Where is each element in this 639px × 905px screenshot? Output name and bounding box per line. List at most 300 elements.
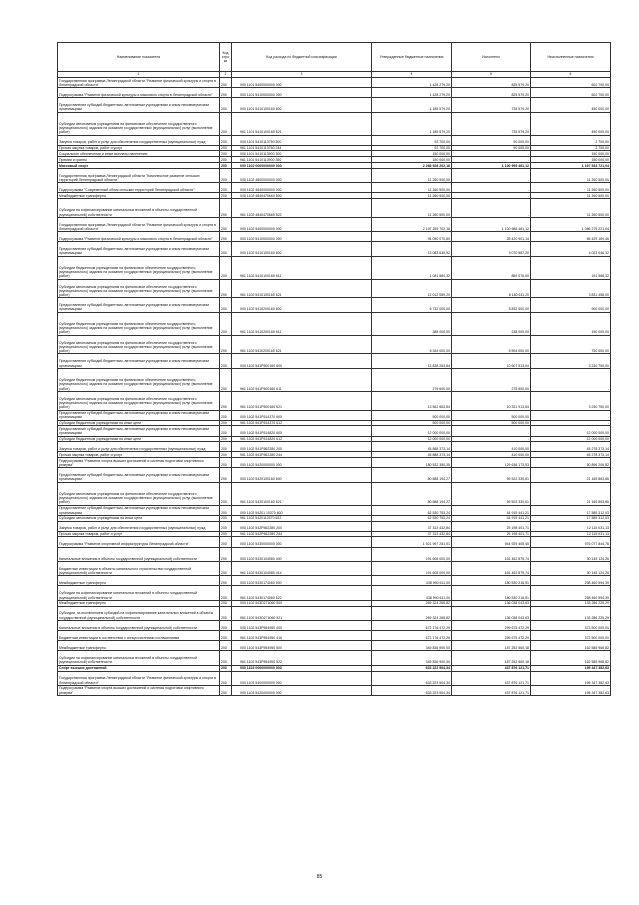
- row-name: Государственная программа Ленинградской области "Развитие физической культуры и спорта в Ленинградской области": [58, 217, 220, 231]
- header-executed: Исполнено: [452, 43, 531, 72]
- row-line-code: 200: [220, 671, 232, 685]
- table-row: [58, 468, 611, 482]
- row-expense-code: 000 1102 5420100160 600: [232, 468, 372, 482]
- row-line-code: 200: [220, 621, 232, 631]
- table-row: [58, 631, 611, 641]
- table-row: [58, 505, 611, 515]
- row-line-code: 200: [220, 685, 232, 695]
- row-approved: 13 838 263,84: [372, 354, 452, 368]
- row-executed: 161 462 875,74: [452, 547, 531, 561]
- row-unexecuted: 21 165 863,66: [531, 482, 611, 505]
- row-unexecuted: 373 500 000,00: [531, 621, 611, 631]
- row-expense-code: 961 1101 5410113760 244: [232, 145, 372, 151]
- row-expense-code: 000 1102 0000000000 000: [232, 163, 372, 169]
- row-executed: 90 000,00: [452, 135, 531, 145]
- row-executed: 437 876 121,71: [452, 671, 531, 685]
- row-approved: 1 185 579,20: [372, 98, 452, 112]
- row-name: Спорт высших достижений: [58, 665, 220, 671]
- row-name: Предоставление субсидий бюджетным, автономным учреждениям и иным некоммерческим организациям: [58, 505, 220, 515]
- row-approved: 349 836 900,00: [372, 651, 452, 665]
- row-name: Подпрограмма "Развитие физической культуры и массового спорта в Ленинградской области": [58, 232, 220, 242]
- row-name: Подпрограмма "Развитие физической культуры и массового спорта в Ленинградской области": [58, 88, 220, 98]
- table-row: [58, 606, 611, 620]
- row-approved: 12 000 000,00: [372, 426, 452, 436]
- row-expense-code: 000 1102 5410100160 600: [232, 242, 372, 256]
- row-executed: 44 915 441,21: [452, 515, 531, 521]
- row-executed: 90 000,00: [452, 145, 531, 151]
- row-name: Бюджетные инвестиции в объекты капитального строительства государственной (муниципальной) собственности: [58, 561, 220, 575]
- row-approved: 269 324 265,82: [372, 600, 452, 606]
- row-name: Субсидии бюджетным учреждениям на иные цели: [58, 436, 220, 442]
- row-expense-code: 000 1101 5410000000 000: [232, 88, 372, 98]
- row-name: Субсидии автономным учреждениям на финансовое обеспечение государственного (муниципального) задания на оказание государственных (муниципальных) услуг (выполнение работ): [58, 112, 220, 135]
- row-approved: 1 428 279,20: [372, 78, 452, 88]
- row-approved: 500 000,00: [372, 410, 452, 420]
- row-approved: 191 608 000,00: [372, 561, 452, 575]
- row-unexecuted: 11 260 500,00: [531, 183, 611, 193]
- column-number: 2: [220, 72, 232, 78]
- row-unexecuted: 65 429 169,46: [531, 232, 611, 242]
- row-expense-code: 961 1102 541P500160 611: [232, 368, 372, 391]
- row-expense-code: 000 1102 542P562280 200: [232, 521, 372, 531]
- row-executed: -: [452, 436, 531, 442]
- row-name: Подпрограмма "Развитие спорта высших достижений и системы подготовки спортивного резерва": [58, 685, 220, 695]
- row-executed: 1 100 988 481,12: [452, 217, 531, 231]
- header-indicator-name: Наименование показателя: [58, 43, 220, 72]
- row-executed: 136 038 043,63: [452, 600, 531, 606]
- row-unexecuted: 195 347 382,63: [531, 685, 611, 695]
- row-executed: -: [452, 157, 531, 163]
- row-name: Предоставление субсидий бюджетным, автономным учреждениям и иным некоммерческим организациям: [58, 468, 220, 482]
- row-line-code: 200: [220, 505, 232, 515]
- row-executed: 299 675 472,29: [452, 621, 531, 631]
- row-expense-code: 961 1101 5410113900 350: [232, 157, 372, 163]
- row-executed: -: [452, 151, 531, 157]
- row-line-code: 200: [220, 452, 232, 458]
- row-unexecuted: 258 460 594,39: [531, 586, 611, 600]
- row-approved: 672 176 472,29: [372, 621, 452, 631]
- table-row: [58, 410, 611, 420]
- row-executed: 180 530 216,51: [452, 576, 531, 586]
- row-name: Субсидии на софинансирование капитальных вложений в объекты государственной (муниципальной) собственности: [58, 199, 220, 218]
- row-name: Предоставление субсидий бюджетным, автономным учреждениям и иным некоммерческим организациям: [58, 354, 220, 368]
- row-line-code: 200: [220, 279, 232, 298]
- row-approved: 45 888 373,14: [372, 452, 452, 458]
- row-executed: 129 636 173,53: [452, 458, 531, 468]
- row-name: Закупка товаров, работ и услуг для обеспечения государственных (муниципальных) нужд: [58, 135, 220, 145]
- table-row: [58, 256, 611, 279]
- row-name: Премии и гранты: [58, 157, 220, 163]
- row-name: Межбюджетные трансферты: [58, 576, 220, 586]
- row-expense-code: 961 1102 5420100160 621: [232, 482, 372, 505]
- row-name: Субсидии автономным учреждениям на иные цели: [58, 515, 220, 521]
- row-unexecuted: 3 230 750,00: [531, 391, 611, 410]
- row-expense-code: 961 1102 541P514370 612: [232, 420, 372, 426]
- row-unexecuted: 195 347 382,63: [531, 665, 611, 671]
- row-name: Предоставление субсидий бюджетным, автономным учреждениям и иным некоммерческим организациям: [58, 426, 220, 436]
- row-line-code: 200: [220, 606, 232, 620]
- row-approved: 45 888 373,14: [372, 442, 452, 452]
- row-executed: 238 000,00: [452, 312, 531, 335]
- row-unexecuted: 133 286 225,29: [531, 600, 611, 606]
- row-name: Межбюджетные трансферты: [58, 641, 220, 651]
- row-line-code: 200: [220, 335, 232, 354]
- table-row: [58, 279, 611, 298]
- row-approved: 633 223 504,34: [372, 671, 452, 685]
- row-expense-code: 961 1102 543P554950 416: [232, 631, 372, 641]
- row-name: Субсидии на софинансирование капитальных вложений в объекты государственной (муниципальной) собственности: [58, 651, 220, 665]
- row-approved: 92 700,00: [372, 145, 452, 151]
- row-approved: 500 000,00: [372, 420, 452, 426]
- row-executed: 59 522 330,61: [452, 482, 531, 505]
- row-unexecuted: 258 460 594,39: [531, 576, 611, 586]
- row-line-code: 200: [220, 232, 232, 242]
- row-approved: 11 260 500,00: [372, 183, 452, 193]
- header-unexecuted: Неисполненные назначения: [531, 43, 611, 72]
- row-executed: -: [452, 199, 531, 218]
- budget-execution-table: [57, 42, 611, 696]
- row-name: Закупка товаров, работ и услуг для обеспечения государственных (муниципальных) нужд: [58, 521, 220, 531]
- row-approved: 37 313 432,84: [372, 531, 452, 537]
- table-row: [58, 354, 611, 368]
- row-line-code: 200: [220, 256, 232, 279]
- row-approved: 94 050 070,80: [372, 232, 452, 242]
- row-approved: 349 836 900,00: [372, 641, 452, 651]
- row-unexecuted: 2 700,00: [531, 135, 611, 145]
- row-executed: 735 579,20: [452, 112, 531, 135]
- table-row: [58, 586, 611, 600]
- row-expense-code: 000 1102 54201 10370 600: [232, 505, 372, 515]
- report-sheet: [57, 42, 610, 696]
- row-expense-code: 000 1102 541P500160 600: [232, 354, 372, 368]
- column-number: 1: [58, 72, 220, 78]
- row-expense-code: 000 1101 5410100160 600: [232, 98, 372, 112]
- row-approved: 2 197 259 702,16: [372, 217, 452, 231]
- row-line-code: 200: [220, 151, 232, 157]
- row-approved: 62 530 753,24: [372, 515, 452, 521]
- table-row: [58, 312, 611, 335]
- row-name: Государственная программа Ленинградской области "Комплексное развитие сельских территорий Ленинградской области": [58, 168, 220, 182]
- row-executed: 28 420 901,14: [452, 232, 531, 242]
- row-executed: 889 076,00: [452, 256, 531, 279]
- row-approved: 6 732 000,00: [372, 298, 452, 312]
- table-row: [58, 576, 611, 586]
- row-executed: 500 000,00: [452, 420, 531, 426]
- row-approved: 269 324 265,82: [372, 606, 452, 620]
- row-line-code: 200: [220, 547, 232, 561]
- row-name: Подпрограмма "Развитие спорта высших достижений и системы подготовки спортивного резерва": [58, 458, 220, 468]
- row-name: Закупка товаров, работ и услуг для обеспечения государственных (муниципальных) нужд: [58, 442, 220, 452]
- row-approved: 1 921 997 251,01: [372, 537, 452, 547]
- table-row: [58, 232, 611, 242]
- row-unexecuted: 195 347 382,63: [531, 671, 611, 685]
- table-row: [58, 521, 611, 531]
- row-expense-code: 961 1102 541P500160 621: [232, 391, 372, 410]
- row-unexecuted: 3 230 750,00: [531, 354, 611, 368]
- row-executed: 10 607 513,04: [452, 354, 531, 368]
- table-row: [58, 335, 611, 354]
- row-approved: 150 000,00: [372, 157, 452, 163]
- table-row: [58, 442, 611, 452]
- row-expense-code: 000 1102 5410200160 600: [232, 298, 372, 312]
- row-unexecuted: 1 167 533 721,04: [531, 163, 611, 169]
- column-number: 4: [372, 72, 452, 78]
- row-approved: 1 081 584,32: [372, 256, 452, 279]
- row-name: Межбюджетные трансферты: [58, 600, 220, 606]
- row-line-code: 200: [220, 135, 232, 145]
- row-expense-code: 000 1102 543P554950 400: [232, 621, 372, 631]
- row-line-code: 200: [220, 88, 232, 98]
- row-unexecuted: 17 585 312,03: [531, 515, 611, 521]
- row-unexecuted: -: [531, 368, 611, 391]
- row-line-code: 200: [220, 193, 232, 199]
- row-expense-code: 961 1102 5410100160 621: [232, 279, 372, 298]
- table-row: [58, 537, 611, 547]
- row-line-code: 200: [220, 391, 232, 410]
- row-executed: 9 070 587,20: [452, 242, 531, 256]
- row-executed: 944 929 405,45: [452, 537, 531, 547]
- table-row: [58, 641, 611, 651]
- row-executed: -: [452, 183, 531, 193]
- row-line-code: 200: [220, 665, 232, 671]
- row-line-code: 200: [220, 410, 232, 420]
- row-approved: 633 222 504,34: [372, 665, 452, 671]
- row-unexecuted: 11 260 500,00: [531, 168, 611, 182]
- row-expense-code: 000 1101 5400000000 000: [232, 78, 372, 88]
- row-executed: 437 876 121,71: [452, 685, 531, 695]
- row-unexecuted: 2 700,00: [531, 145, 611, 151]
- row-executed: 735 579,20: [452, 98, 531, 112]
- row-approved: 92 700,00: [372, 135, 452, 145]
- row-executed: 44 915 441,21: [452, 505, 531, 515]
- row-executed: 180 530 216,51: [452, 586, 531, 600]
- row-executed: 825 579,20: [452, 78, 531, 88]
- row-executed: 187 252 560,18: [452, 641, 531, 651]
- row-line-code: 200: [220, 521, 232, 531]
- header-expense-code: Код расхода по бюджетной классификации: [232, 43, 372, 72]
- row-unexecuted: 1 086 275 221,04: [531, 217, 611, 231]
- row-unexecuted: 976 077 844,76: [531, 537, 611, 547]
- row-expense-code: 961 1102 5410100160 611: [232, 256, 372, 279]
- row-unexecuted: -: [531, 410, 611, 420]
- row-approved: 12 012 089,20: [372, 279, 452, 298]
- table-row: [58, 671, 611, 685]
- row-approved: 80 688 194,27: [372, 468, 452, 482]
- row-executed: 25 198 401,71: [452, 531, 531, 537]
- table-row: [58, 183, 611, 193]
- row-line-code: 200: [220, 217, 232, 231]
- row-approved: 1 185 579,20: [372, 112, 452, 135]
- row-unexecuted: 12 115 031,13: [531, 531, 611, 537]
- row-line-code: 200: [220, 515, 232, 521]
- row-executed: 161 462 875,74: [452, 561, 531, 575]
- table-row: [58, 242, 611, 256]
- row-unexecuted: 11 260 500,00: [531, 193, 611, 199]
- row-name: Предоставление субсидий бюджетным, автономным учреждениям и иным некоммерческим организациям: [58, 98, 220, 112]
- table-row: [58, 426, 611, 436]
- row-line-code: 200: [220, 183, 232, 193]
- row-name: Субсидии бюджетным учреждениям на финансовое обеспечение государственного (муниципального) задания на оказание государственных (муниципальных) услуг (выполнение работ): [58, 256, 220, 279]
- row-executed: 1 100 995 481,12: [452, 163, 531, 169]
- table-row: [58, 78, 611, 88]
- table-row: [58, 651, 611, 665]
- row-expense-code: 000 1102 5430104080 400: [232, 547, 372, 561]
- row-expense-code: 961 1101 5410100160 621: [232, 112, 372, 135]
- row-unexecuted: 45 278 373,14: [531, 442, 611, 452]
- row-approved: 672 176 472,29: [372, 631, 452, 641]
- table-row: [58, 199, 611, 218]
- table-row: [58, 391, 611, 410]
- row-line-code: 200: [220, 368, 232, 391]
- row-line-code: 200: [220, 586, 232, 600]
- row-unexecuted: 162 585 966,82: [531, 651, 611, 665]
- row-approved: 1 428 279,20: [372, 88, 452, 98]
- row-unexecuted: 21 165 863,66: [531, 468, 611, 482]
- row-unexecuted: 450 000,00: [531, 98, 611, 112]
- row-line-code: 200: [220, 242, 232, 256]
- row-unexecuted: 12 000 000,00: [531, 436, 611, 442]
- row-line-code: 200: [220, 442, 232, 452]
- row-line-code: 200: [220, 112, 232, 135]
- header-line-code: Код стро ки: [220, 43, 232, 72]
- row-approved: 6 344 000,00: [372, 335, 452, 354]
- row-executed: 187 252 560,18: [452, 651, 531, 665]
- table-row: [58, 88, 611, 98]
- row-executed: 275 600,00: [452, 368, 531, 391]
- row-line-code: 200: [220, 163, 232, 169]
- row-expense-code: 000 1103 5420000000 000: [232, 685, 372, 695]
- row-approved: 11 260 500,00: [372, 193, 452, 199]
- row-expense-code: 000 1102 5430174060 500: [232, 576, 372, 586]
- table-row: [58, 98, 611, 112]
- row-expense-code: 000 1102 5410000000 000: [232, 232, 372, 242]
- row-approved: 11 260 500,00: [372, 199, 452, 218]
- row-name: Субсидии автономным учреждениям на финансовое обеспечение государственного (муниципального) задания на оказание государственных (муниципальных) услуг (выполнение работ): [58, 482, 220, 505]
- row-name: Бюджетные инвестиции в соответствии с концессионными соглашениями: [58, 631, 220, 641]
- row-line-code: 200: [220, 145, 232, 151]
- row-line-code: 200: [220, 468, 232, 482]
- row-unexecuted: 3 831 458,00: [531, 279, 611, 298]
- row-executed: 10 331 913,84: [452, 391, 531, 410]
- row-approved: 191 608 000,00: [372, 547, 452, 561]
- row-line-code: 200: [220, 600, 232, 606]
- row-expense-code: 000 1101 5410113900 300: [232, 151, 372, 157]
- row-executed: 410 000,00: [452, 452, 531, 458]
- row-unexecuted: 900 000,00: [531, 298, 611, 312]
- row-line-code: 200: [220, 168, 232, 182]
- row-expense-code: 000 1102 541P514370 600: [232, 410, 372, 420]
- header-approved: Утвержденные бюджетные назначения: [372, 43, 452, 72]
- row-name: Субсидии автономным учреждениям на финансовое обеспечение государственного (муниципального) задания на оказание государственных (муниципальных) услуг (выполнение работ): [58, 335, 220, 354]
- column-number: 3: [232, 72, 372, 78]
- row-expense-code: 000 1102 543P554950 500: [232, 641, 372, 651]
- row-name: Субсидии на софинансирование капитальных вложений в объекты государственной (муниципальной) собственности: [58, 586, 220, 600]
- row-expense-code: 961 1102 5430174060 522: [232, 586, 372, 600]
- table-row: [58, 621, 611, 631]
- row-expense-code: 961 1102 5430104080 414: [232, 561, 372, 575]
- row-line-code: 200: [220, 354, 232, 368]
- row-executed: 5 594 000,00: [452, 335, 531, 354]
- table-row: [58, 298, 611, 312]
- row-approved: 37 313 432,84: [372, 521, 452, 531]
- row-expense-code: 000 1102 5400000000 000: [232, 217, 372, 231]
- row-expense-code: 961 1102 5420110370 622: [232, 515, 372, 521]
- row-approved: 13 562 663,84: [372, 391, 452, 410]
- row-line-code: 200: [220, 78, 232, 88]
- row-name: Социальное обеспечение и иные выплаты населению: [58, 151, 220, 157]
- row-unexecuted: 11 260 500,00: [531, 199, 611, 218]
- row-expense-code: 000 1102 4840000000 000: [232, 183, 372, 193]
- row-unexecuted: 162 585 966,82: [531, 641, 611, 651]
- row-expense-code: 000 1102 5430000000 000: [232, 537, 372, 547]
- table-row: [58, 168, 611, 182]
- row-line-code: 200: [220, 157, 232, 163]
- row-approved: 13 083 630,92: [372, 242, 452, 256]
- row-line-code: 200: [220, 641, 232, 651]
- row-name: Предоставление субсидий бюджетным, автономным учреждениям и иным некоммерческим организациям: [58, 242, 220, 256]
- page-number: 85: [316, 874, 323, 880]
- row-name: Прочая закупка товаров, работ и услуг: [58, 531, 220, 537]
- row-name: Прочая закупка товаров, работ и услуг: [58, 452, 220, 458]
- row-line-code: 200: [220, 561, 232, 575]
- row-approved: 80 688 194,27: [372, 482, 452, 505]
- row-name: Подпрограмма "Современный облик сельских территорий Ленинградской области": [58, 183, 220, 193]
- row-name: Капитальные вложения в объекты государственной (муниципальной) собственности: [58, 621, 220, 631]
- row-expense-code: 000 1103 5400000000 000: [232, 671, 372, 685]
- row-expense-code: 000 1103 0000000000 000: [232, 665, 372, 671]
- row-expense-code: 000 1102 541P514820 600: [232, 426, 372, 436]
- row-expense-code: 000 1102 541P562280 200: [232, 442, 372, 452]
- row-unexecuted: 12 115 031,13: [531, 521, 611, 531]
- row-name: Предоставление субсидий бюджетным, автономным учреждениям и иным некоммерческим организациям: [58, 410, 220, 420]
- row-unexecuted: 191 588,32: [531, 256, 611, 279]
- table-row: [58, 561, 611, 575]
- row-line-code: 200: [220, 631, 232, 641]
- row-expense-code: 961 1102 5410200160 611: [232, 312, 372, 335]
- row-unexecuted: 12 000 000,00: [531, 426, 611, 436]
- row-expense-code: 961 1102 542P562280 244: [232, 531, 372, 537]
- row-unexecuted: 150 000,00: [531, 157, 611, 163]
- row-unexecuted: 4 023 046,32: [531, 242, 611, 256]
- row-approved: 180 532 380,35: [372, 458, 452, 468]
- row-expense-code: 961 1102 541P562280 244: [232, 452, 372, 458]
- row-line-code: 200: [220, 199, 232, 218]
- row-unexecuted: 750 000,00: [531, 335, 611, 354]
- row-line-code: 200: [220, 458, 232, 468]
- row-approved: 438 990 611,00: [372, 576, 452, 586]
- row-unexecuted: -: [531, 420, 611, 426]
- row-name: Предоставление субсидий бюджетным, автономным учреждениям и иным некоммерческим организациям: [58, 298, 220, 312]
- row-line-code: 200: [220, 576, 232, 586]
- row-line-code: 200: [220, 312, 232, 335]
- column-number: 5: [452, 72, 531, 78]
- row-unexecuted: 450 000,00: [531, 112, 611, 135]
- column-number: 6: [531, 72, 611, 78]
- row-executed: 8 180 611,20: [452, 279, 531, 298]
- table-row: [58, 217, 611, 231]
- row-executed: 136 038 043,63: [452, 606, 531, 620]
- row-name: Капитальные вложения в объекты государственной (муниципальной) собственности: [58, 547, 220, 561]
- row-executed: -: [452, 168, 531, 182]
- row-unexecuted: 45 278 373,14: [531, 452, 611, 458]
- row-approved: 11 260 500,00: [372, 168, 452, 182]
- row-name: Межбюджетные трансферты: [58, 193, 220, 199]
- row-name: Государственная программа Ленинградской области "Развитие физической культуры и спорта в Ленинградской области": [58, 671, 220, 685]
- table-row: [58, 547, 611, 561]
- row-name: Субсидии бюджетным учреждениям на иные цели: [58, 420, 220, 426]
- row-executed: -: [452, 426, 531, 436]
- row-executed: 25 198 401,71: [452, 521, 531, 531]
